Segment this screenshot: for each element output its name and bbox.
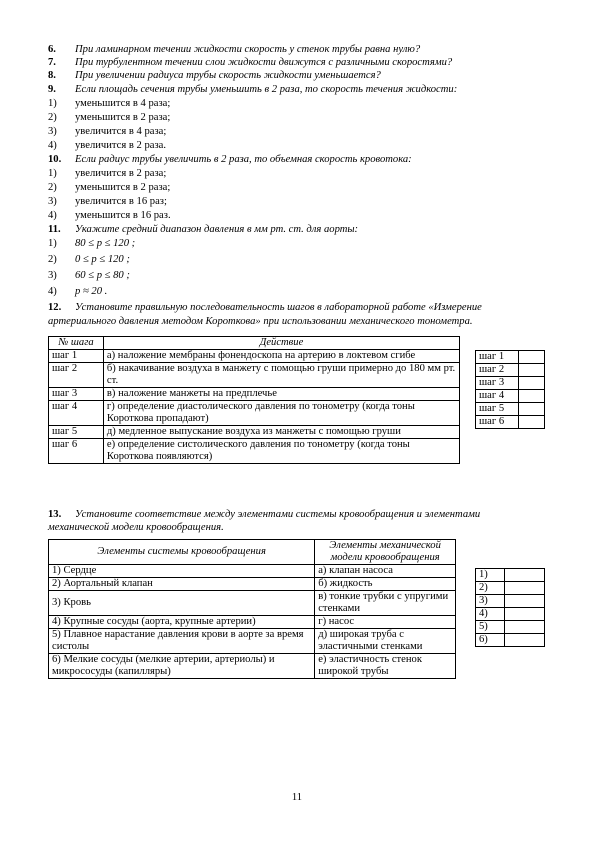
question-text: При турбулентном течении слои жидкости движутся с различными скоростями? [75,57,453,68]
answer-row [476,621,545,634]
circulatory-element: 3) Кровь [49,591,315,616]
table-row [49,426,460,439]
q10-option-1 [48,168,550,180]
answer-row [476,634,545,647]
step-label: шаг 5 [49,426,104,439]
q9-option-3 [48,126,550,138]
answer-cell[interactable] [519,390,545,403]
answer-cell[interactable] [505,634,545,647]
option-text: уменьшится в 16 раз. [75,210,171,221]
answer-label: 1) [476,569,505,582]
question-number: 9. [48,84,56,95]
option-text: увеличится в 16 раз; [75,196,167,207]
circulatory-element: 4) Крупные сосуды (аорта, крупные артерии) [49,616,315,629]
header-mechanical-model-elements: Элементы механической модели кровообращения [315,540,456,565]
q9-option-2 [48,112,550,124]
answer-row [476,608,545,621]
step-action: в) наложение манжеты на предплечье [103,388,459,401]
table-row [49,629,456,654]
answer-cell[interactable] [519,403,545,416]
question-text-line-1: Установите соответствие между элементами системы кровообращения и элементами [75,509,481,520]
question-8 [48,70,550,82]
answer-label: шаг 2 [476,364,519,377]
table-row [49,401,460,426]
question-number: 13. [48,509,62,520]
option-formula: p ≈ 20 . [75,286,108,297]
q10-option-3 [48,196,550,208]
answer-cell[interactable] [505,621,545,634]
option-text: увеличится в 4 раза; [75,126,167,137]
table-row [49,350,460,363]
header-action: Действие [103,337,459,350]
question-number: 10. [48,154,62,165]
answer-label: 3) [476,595,505,608]
question-number: 6. [48,44,56,55]
model-element: д) широкая труба с эластичными стенками [315,629,456,654]
answer-cell[interactable] [519,351,545,364]
model-element: в) тонкие трубки с упругими стенками [315,591,456,616]
question-text: Укажите средний диапазон давления в мм рт. ст. для аорты: [75,224,359,235]
question-text: Если радиус трубы увеличить в 2 раза, то объемная скорость кровотока: [75,154,412,165]
answer-row [476,364,545,377]
model-element: а) клапан насоса [315,565,456,578]
answer-label: 2) [476,582,505,595]
q11-option-4 [48,286,550,298]
step-label: шаг 4 [49,401,104,426]
option-label: 3) [48,196,57,207]
option-label: 3) [48,126,57,137]
option-label: 1) [48,98,57,109]
answer-label: шаг 5 [476,403,519,416]
question-12-cont [48,316,550,328]
page-number: 11 [291,792,303,803]
option-label: 3) [48,270,57,281]
answer-cell[interactable] [519,364,545,377]
option-text: уменьшится в 2 раза; [75,182,171,193]
answer-label: шаг 1 [476,351,519,364]
question-7 [48,57,550,69]
step-action: д) медленное выпускание воздуха из манжеты с помощью груши [103,426,459,439]
answer-label: шаг 3 [476,377,519,390]
answer-cell[interactable] [505,608,545,621]
answer-row [476,416,545,429]
table-row [49,565,456,578]
table-row [49,388,460,401]
answer-row [476,351,545,364]
question-13-cont [48,522,550,534]
q9-option-1 [48,98,550,110]
question-text: При увеличении радиуса трубы скорость жидкости уменьшается? [75,70,381,81]
answer-label: 4) [476,608,505,621]
step-label: шаг 6 [49,439,104,464]
option-label: 2) [48,254,57,265]
q11-option-2 [48,254,550,266]
question-9 [48,84,550,96]
q11-option-3 [48,270,550,282]
table-row [49,591,456,616]
answer-row [476,569,545,582]
answer-cell[interactable] [519,377,545,390]
option-label: 4) [48,140,57,151]
option-label: 4) [48,286,57,297]
question-text: Если площадь сечения трубы уменьшить в 2 раза, то скорость течения жидкости: [75,84,458,95]
step-label: шаг 1 [49,350,104,363]
step-action: г) определение диастолического давления по тонометру (когда тоны Короткова пропадают) [103,401,459,426]
matching-table [48,539,456,679]
circulatory-element: 6) Мелкие сосуды (мелкие артерии, артериолы) и микрососуды (капилляры) [49,654,315,679]
question-text-line-2: артериального давления методом Короткова» при использовании механического тонометра. [48,316,473,327]
matching-answer-table [475,568,545,647]
q9-option-4 [48,140,550,152]
question-text-line-1: Установите правильную последовательность шагов в лабораторной работе «Измерение [75,302,482,313]
option-text: увеличится в 2 раза. [75,140,167,151]
option-text: уменьшится в 2 раза; [75,112,171,123]
table-row [49,616,456,629]
answer-cell[interactable] [505,595,545,608]
option-label: 4) [48,210,57,221]
option-label: 2) [48,182,57,193]
option-label: 1) [48,238,57,249]
step-label: шаг 2 [49,363,104,388]
q10-option-4 [48,210,550,222]
answer-cell[interactable] [519,416,545,429]
answer-row [476,582,545,595]
option-text: уменьшится в 4 раза; [75,98,171,109]
q10-option-2 [48,182,550,194]
question-number: 12. [48,302,62,313]
question-text: При ламинарном течении жидкости скорость у стенок трубы равна нулю? [75,44,421,55]
question-number: 7. [48,57,56,68]
answer-cell[interactable] [505,569,545,582]
question-text-line-2: механической модели кровообращения. [48,522,224,533]
header-step-number: № шага [49,337,104,350]
question-number: 11. [48,224,61,235]
step-action: б) накачивание воздуха в манжету с помощью груши примерно до 180 мм рт. ст. [103,363,459,388]
option-label: 2) [48,112,57,123]
question-6 [48,44,550,56]
question-12 [48,302,550,314]
circulatory-element: 2) Аортальный клапан [49,578,315,591]
question-11 [48,224,550,236]
answer-label: 6) [476,634,505,647]
option-formula: 80 ≤ p ≤ 120 ; [75,238,136,249]
answer-row [476,403,545,416]
steps-table [48,336,460,464]
option-formula: 0 ≤ p ≤ 120 ; [75,254,130,265]
answer-cell[interactable] [505,582,545,595]
step-action: а) наложение мембраны фонендоскопа на артерию в локтевом сгибе [103,350,459,363]
model-element: е) эластичность стенок широкой трубы [315,654,456,679]
option-text: увеличится в 2 раза; [75,168,167,179]
answer-label: шаг 4 [476,390,519,403]
circulatory-element: 5) Плавное нарастание давления крови в аорте за время систолы [49,629,315,654]
answer-row [476,595,545,608]
step-action: е) определение систолического давления по тонометру (когда тоны Короткова появляются) [103,439,459,464]
answer-label: 5) [476,621,505,634]
option-formula: 60 ≤ p ≤ 80 ; [75,270,130,281]
header-circulatory-elements: Элементы системы кровообращения [49,540,315,565]
step-label: шаг 3 [49,388,104,401]
circulatory-element: 1) Сердце [49,565,315,578]
answer-row [476,390,545,403]
q11-option-1 [48,238,550,250]
table-row [49,439,460,464]
model-element: г) насос [315,616,456,629]
answer-label: шаг 6 [476,416,519,429]
table-row [49,654,456,679]
steps-answer-table [475,350,545,429]
question-13 [48,509,550,521]
table-row [49,578,456,591]
table-row [49,363,460,388]
option-label: 1) [48,168,57,179]
table-header-row [49,337,460,350]
model-element: б) жидкость [315,578,456,591]
answer-row [476,377,545,390]
table-header-row [49,540,456,565]
question-number: 8. [48,70,56,81]
question-10 [48,154,550,166]
